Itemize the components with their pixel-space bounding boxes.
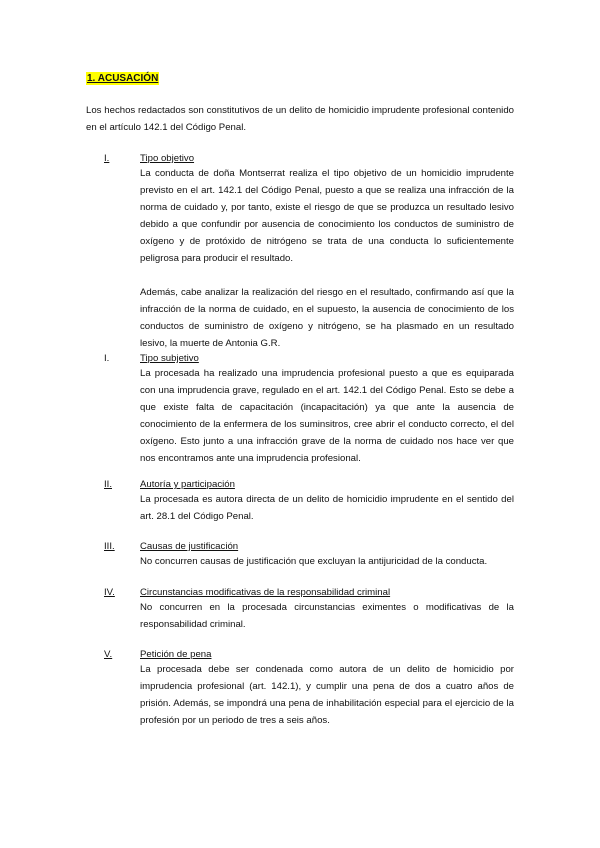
section-number: I. [104, 153, 110, 164]
section-paragraph: Además, cabe analizar la realización del riesgo en el resultado, confirmando así que la infracción de la norma de cuidado, en el supuesto, la ausencia de conocimiento de los conductos de suministro de oxígeno y nitrógeno, se ha plasmado en un resultado lesivo, la muerte de Antonia G.R. [140, 287, 514, 349]
section-paragraph: No concurren en la procesada circunstancias eximentes o modificativas de la responsabilidad criminal. [140, 602, 514, 630]
intro-paragraph: Los hechos redactados son constitutivos de un delito de homicidio imprudente profesional contenido en el artículo 142.1 del Código Penal. [86, 105, 514, 133]
section-number: I. [104, 353, 110, 364]
section-circunstancias [86, 586, 514, 633]
section-paragraph: La procesada es autora directa de un delito de homicidio imprudente en el sentido del art. 28.1 del Código Penal. [140, 494, 514, 522]
section-autoria [86, 478, 514, 525]
section-causas-justificacion [86, 540, 514, 570]
section-paragraph: No concurren causas de justificación que excluyan la antijuricidad de la conducta. [140, 556, 488, 567]
section-header [86, 152, 514, 165]
section-title: Petición de pena [140, 649, 212, 660]
section-title: Causas de justificación [140, 541, 239, 552]
section-header [86, 478, 514, 491]
section-number: IV. [104, 587, 115, 598]
section-tipo-subjetivo [86, 352, 514, 467]
section-title: Tipo subjetivo [140, 353, 199, 364]
section-tipo-objetivo [86, 152, 514, 352]
section-number: II. [104, 479, 112, 490]
section-title: Circunstancias modificativas de la responsabilidad criminal [140, 587, 391, 598]
section-paragraph: La procesada ha realizado una imprudencia profesional puesto a que es equiparada con una imprudencia grave, regulado en el art. 142.1 del Código Penal. Esto se debe a que existe falta de capacitación (incapacitación) ya que ante la ausencia de conocimiento de la enfermera de los suminsitros, cree abrir el conducto correcto, el del oxígeno. Esto junto a una infracción grave de la norma de cuidado nos hace ver que nos encontramos ante una imprudencia profesional. [140, 368, 514, 464]
section-header [86, 540, 514, 553]
section-heading: 1. ACUSACIÓN [87, 73, 159, 84]
section-title: Tipo objetivo [140, 153, 195, 164]
section-header [86, 586, 514, 599]
section-number: III. [104, 541, 115, 552]
section-header [86, 352, 514, 365]
section-paragraph: La conducta de doña Montserrat realiza el tipo objetivo de un homicidio imprudente previsto en el art. 142.1 del Código Penal, puesto a que se realiza una infracción de la norma de cuidado y, por tanto, existe el riesgo de que se produzca un resultado lesivo debido a que confundir por ausencia de conocimiento los conductos de suministro de oxígeno y de protóxido de nitrógeno se trata de una conducta lo suficientemente peligrosa para producir el resultado. [140, 168, 514, 264]
section-number: V. [104, 649, 113, 660]
section-peticion-pena [86, 648, 514, 729]
section-paragraph: La procesada debe ser condenada como autora de un delito de homicidio por imprudencia profesional (art. 142.1), y cumplir una pena de dos a cuatro años de prisión. Además, se impondrá una pena de inhabilitación especial para el ejercicio de la profesión por un periodo de tres a seis años. [140, 664, 514, 726]
section-title: Autoría y participación [140, 479, 235, 490]
section-header [86, 648, 514, 661]
